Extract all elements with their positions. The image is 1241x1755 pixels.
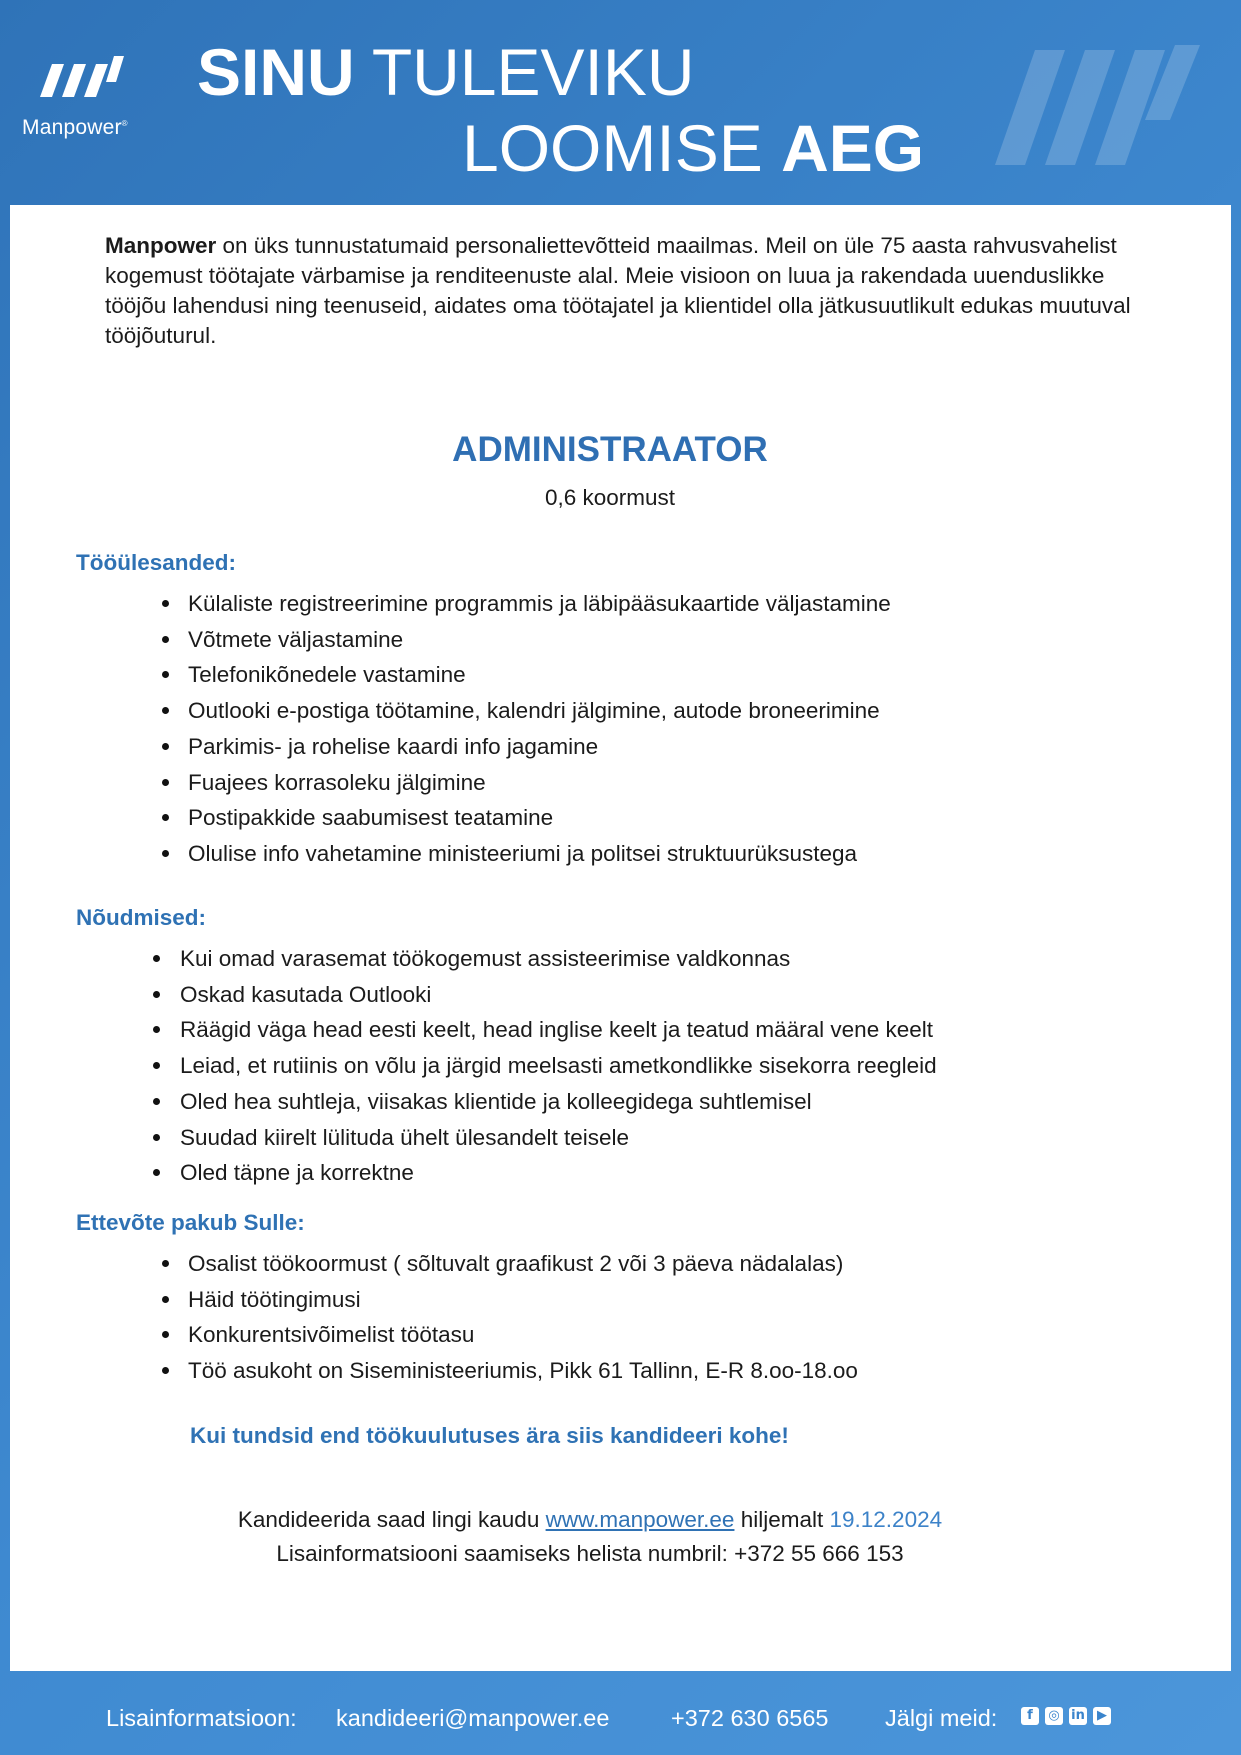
footer-follow-label: Jälgi meid: (885, 1705, 998, 1731)
bullet-icon (153, 1169, 160, 1176)
requirements-list (180, 941, 937, 1191)
bullet-icon (162, 743, 169, 750)
call-to-action: Kui tundsid end töökuulutuses ära siis kandideeri kohe! (190, 1423, 789, 1448)
bullet-icon (153, 1026, 160, 1033)
bullet-icon (162, 600, 169, 607)
list-item: Oled hea suhtleja, viisakas klientide ja kolleegidega suhtlemisel (180, 1084, 937, 1120)
bullet-icon (162, 1367, 169, 1374)
bullet-icon (153, 1134, 160, 1141)
footer (0, 1671, 1241, 1755)
phone-line: Lisainformatsiooni saamiseks helista numbril: +372 55 666 153 (276, 1541, 904, 1566)
deadline-date: 19.12.2024 (829, 1507, 943, 1532)
bullet-icon (162, 1331, 169, 1338)
bullet-icon (162, 707, 169, 714)
list-item: Oskad kasutada Outlooki (180, 977, 937, 1013)
manpower-logo-icon (32, 52, 142, 102)
background-logo-mark (985, 40, 1205, 170)
list-item: Oled täpne ja korrektne (180, 1155, 937, 1191)
manpower-logo[interactable] (22, 52, 142, 142)
bullet-icon (153, 955, 160, 962)
bullet-icon (153, 1098, 160, 1105)
bullet-icon (162, 1260, 169, 1267)
bullet-icon (153, 991, 160, 998)
footer-phone[interactable]: +372 630 6565 (671, 1705, 829, 1731)
headline-line-1: SINU TULEVIKU (197, 35, 695, 109)
bullet-icon (162, 850, 169, 857)
bullet-icon (153, 1062, 160, 1069)
header (0, 0, 1241, 205)
tasks-list (188, 586, 891, 872)
requirements-heading: Nõudmised: (76, 905, 207, 930)
social-links (1021, 1707, 1111, 1725)
list-item: Külaliste registreerimine programmis ja läbipääsukaartide väljastamine (188, 586, 891, 622)
bullet-icon (162, 814, 169, 821)
youtube-icon[interactable]: ▶ (1093, 1707, 1111, 1725)
company-intro: Manpower on üks tunnustatumaid personaliettevõtteid maailmas. Meil on üle 75 aasta rahvusvahelist kogemust töötajate värbamise ja renditeenuste alal. Meie visioon on luua ja rakendada uuenduslikke tööjõu lahendusi ning teenuseid, aidates oma töötajatel ja klientidel olla jätkusuutlikult edukas muutuval tööjõuturul. (105, 233, 1131, 348)
bullet-icon (162, 636, 169, 643)
bullet-icon (162, 779, 169, 786)
list-item: Töö asukoht on Siseministeeriumis, Pikk 61 Tallinn, E-R 8.oo-18.oo (188, 1353, 858, 1389)
bullet-icon (162, 1296, 169, 1303)
list-item: Outlooki e-postiga töötamine, kalendri jälgimine, autode broneerimine (188, 693, 891, 729)
job-workload: 0,6 koormust (544, 485, 676, 510)
list-item: Parkimis- ja rohelise kaardi info jagamine (188, 729, 891, 765)
list-item: Fuajees korrasoleku jälgimine (188, 765, 891, 801)
job-ad-content (10, 205, 1231, 1671)
headline-line-2: LOOMISE AEG (462, 111, 925, 185)
list-item: Olulise info vahetamine ministeeriumi ja politsei struktuurüksustega (188, 836, 891, 872)
logo-wordmark: Manpower® (22, 116, 128, 139)
list-item: Telefonikõnedele vastamine (188, 657, 891, 693)
website-link[interactable]: www.manpower.ee (545, 1507, 735, 1532)
list-item: Konkurentsivõimelist töötasu (188, 1317, 858, 1353)
list-item: Osalist töökoormust ( sõltuvalt graafikust 2 või 3 päeva nädalalas) (188, 1246, 858, 1282)
footer-email[interactable]: kandideeri@manpower.ee (336, 1705, 610, 1731)
offers-list (188, 1246, 858, 1389)
footer-info-label: Lisainformatsioon: (106, 1705, 297, 1731)
tasks-heading: Tööülesanded: (76, 550, 237, 575)
list-item: Postipakkide saabumisest teatamine (188, 800, 891, 836)
linkedin-icon[interactable]: in (1069, 1707, 1087, 1725)
list-item: Räägid väga head eesti keelt, head inglise keelt ja teatud määral vene keelt (180, 1012, 937, 1048)
offers-heading: Ettevõte pakub Sulle: (76, 1210, 305, 1235)
list-item: Leiad, et rutiinis on võlu ja järgid meelsasti ametkondlikke sisekorra reegleid (180, 1048, 937, 1084)
list-item: Võtmete väljastamine (188, 622, 891, 658)
list-item: Suudad kiirelt lülituda ühelt ülesandelt teisele (180, 1120, 937, 1156)
job-title: ADMINISTRAATOR (452, 430, 768, 469)
bullet-icon (162, 671, 169, 678)
application-info (10, 1503, 1170, 1571)
apply-line: Kandideerida saad lingi kaudu www.manpower.ee hiljemalt 19.12.2024 (237, 1507, 943, 1532)
list-item: Häid töötingimusi (188, 1282, 858, 1318)
list-item: Kui omad varasemat töökogemust assisteerimise valdkonnas (180, 941, 937, 977)
instagram-icon[interactable]: ◎ (1045, 1707, 1063, 1725)
facebook-icon[interactable]: f (1021, 1707, 1039, 1725)
